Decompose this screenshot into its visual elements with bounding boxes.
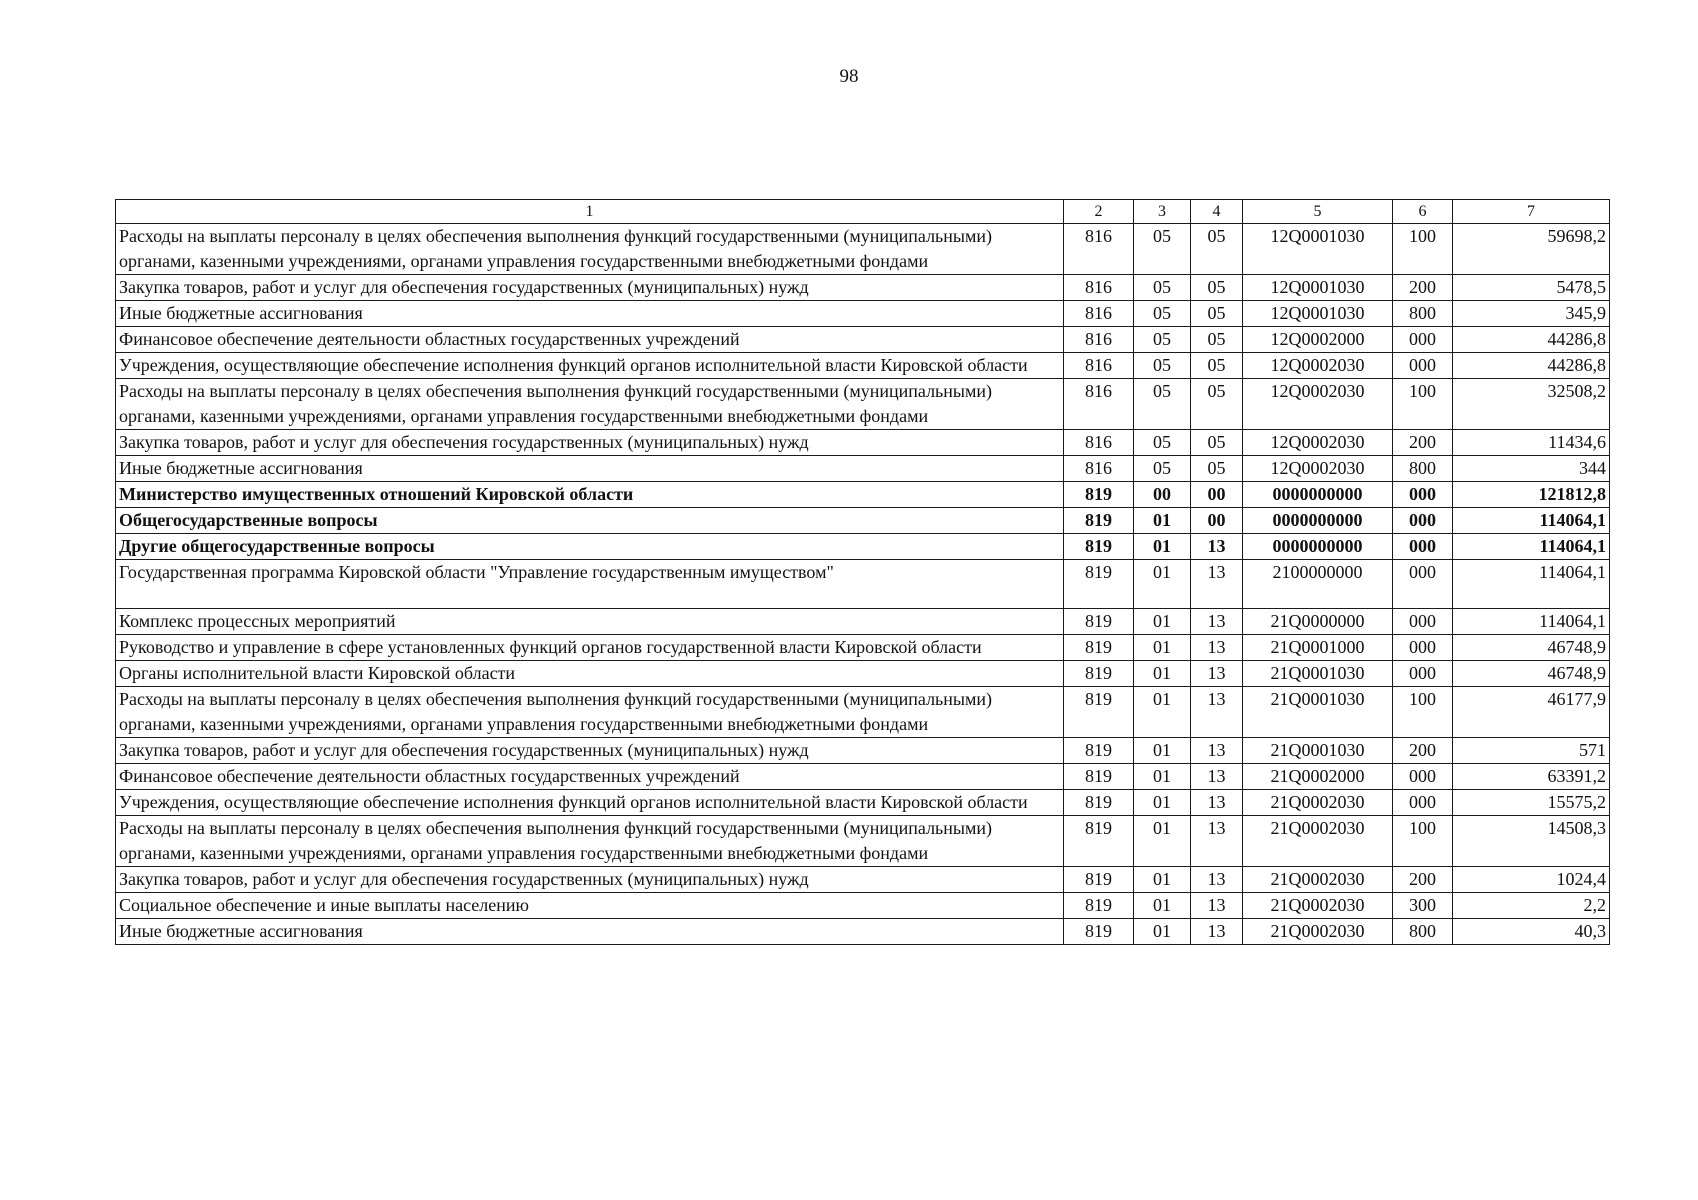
cell-name: Общегосударственные вопросы xyxy=(116,508,1064,534)
cell-target-article: 21Q0000000 xyxy=(1243,609,1393,635)
cell-section: 05 xyxy=(1134,353,1191,379)
cell-name: Министерство имущественных отношений Кировской области xyxy=(116,482,1064,508)
cell-section: 05 xyxy=(1134,456,1191,482)
cell-expense-type: 000 xyxy=(1393,534,1453,560)
cell-target-article: 21Q0002030 xyxy=(1243,816,1393,867)
cell-ministry-code: 819 xyxy=(1064,482,1134,508)
cell-target-article: 12Q0001030 xyxy=(1243,224,1393,275)
budget-table xyxy=(115,199,1610,945)
cell-expense-type: 800 xyxy=(1393,919,1453,945)
table-row xyxy=(116,816,1610,867)
cell-section: 01 xyxy=(1134,508,1191,534)
column-header-5: 5 xyxy=(1243,200,1393,224)
cell-target-article: 21Q0002030 xyxy=(1243,790,1393,816)
cell-expense-type: 000 xyxy=(1393,560,1453,609)
cell-section: 05 xyxy=(1134,275,1191,301)
cell-ministry-code: 816 xyxy=(1064,275,1134,301)
cell-subsection: 05 xyxy=(1191,275,1243,301)
cell-name: Иные бюджетные ассигнования xyxy=(116,301,1064,327)
table-row xyxy=(116,534,1610,560)
cell-expense-type: 100 xyxy=(1393,224,1453,275)
column-header-4: 4 xyxy=(1191,200,1243,224)
table-row xyxy=(116,327,1610,353)
cell-section: 05 xyxy=(1134,224,1191,275)
cell-expense-type: 000 xyxy=(1393,482,1453,508)
cell-name: Закупка товаров, работ и услуг для обеспечения государственных (муниципальных) нужд xyxy=(116,738,1064,764)
cell-amount: 46177,9 xyxy=(1453,687,1610,738)
column-header-7: 7 xyxy=(1453,200,1610,224)
cell-name: Комплекс процессных мероприятий xyxy=(116,609,1064,635)
table-row xyxy=(116,508,1610,534)
cell-ministry-code: 819 xyxy=(1064,893,1134,919)
cell-section: 05 xyxy=(1134,430,1191,456)
cell-subsection: 13 xyxy=(1191,661,1243,687)
cell-amount: 114064,1 xyxy=(1453,560,1610,609)
cell-ministry-code: 819 xyxy=(1064,919,1134,945)
cell-target-article: 21Q0002030 xyxy=(1243,919,1393,945)
cell-subsection: 13 xyxy=(1191,534,1243,560)
cell-section: 01 xyxy=(1134,790,1191,816)
cell-name: Расходы на выплаты персоналу в целях обеспечения выполнения функций государственными (муниципальными) органами, казенными учреждениями, органами управления государственными внебюджетными фондами xyxy=(116,816,1064,867)
cell-section: 01 xyxy=(1134,661,1191,687)
cell-amount: 345,9 xyxy=(1453,301,1610,327)
cell-name: Расходы на выплаты персоналу в целях обеспечения выполнения функций государственными (муниципальными) органами, казенными учреждениями, органами управления государственными внебюджетными фондами xyxy=(116,379,1064,430)
cell-subsection: 13 xyxy=(1191,560,1243,609)
cell-ministry-code: 819 xyxy=(1064,764,1134,790)
cell-expense-type: 000 xyxy=(1393,635,1453,661)
cell-amount: 40,3 xyxy=(1453,919,1610,945)
cell-subsection: 13 xyxy=(1191,635,1243,661)
cell-target-article: 0000000000 xyxy=(1243,508,1393,534)
cell-ministry-code: 819 xyxy=(1064,867,1134,893)
cell-name: Государственная программа Кировской области "Управление государственным имуществом" xyxy=(116,560,1064,609)
cell-name: Закупка товаров, работ и услуг для обеспечения государственных (муниципальных) нужд xyxy=(116,430,1064,456)
cell-target-article: 0000000000 xyxy=(1243,482,1393,508)
cell-expense-type: 000 xyxy=(1393,661,1453,687)
table-row xyxy=(116,738,1610,764)
cell-name: Финансовое обеспечение деятельности областных государственных учреждений xyxy=(116,327,1064,353)
table-row xyxy=(116,867,1610,893)
cell-ministry-code: 819 xyxy=(1064,635,1134,661)
cell-amount: 44286,8 xyxy=(1453,327,1610,353)
cell-name: Учреждения, осуществляющие обеспечение исполнения функций органов исполнительной власти Кировской области xyxy=(116,790,1064,816)
cell-expense-type: 200 xyxy=(1393,430,1453,456)
cell-target-article: 21Q0002030 xyxy=(1243,893,1393,919)
table-row xyxy=(116,379,1610,430)
cell-ministry-code: 819 xyxy=(1064,816,1134,867)
cell-name: Другие общегосударственные вопросы xyxy=(116,534,1064,560)
cell-ministry-code: 819 xyxy=(1064,661,1134,687)
cell-expense-type: 100 xyxy=(1393,816,1453,867)
cell-section: 05 xyxy=(1134,379,1191,430)
cell-name: Иные бюджетные ассигнования xyxy=(116,919,1064,945)
cell-section: 01 xyxy=(1134,893,1191,919)
table-row xyxy=(116,661,1610,687)
cell-expense-type: 100 xyxy=(1393,687,1453,738)
cell-amount: 344 xyxy=(1453,456,1610,482)
cell-target-article: 12Q0002030 xyxy=(1243,456,1393,482)
cell-target-article: 12Q0002000 xyxy=(1243,327,1393,353)
cell-section: 01 xyxy=(1134,816,1191,867)
table-row xyxy=(116,560,1610,609)
cell-name: Расходы на выплаты персоналу в целях обеспечения выполнения функций государственными (муниципальными) органами, казенными учреждениями, органами управления государственными внебюджетными фондами xyxy=(116,224,1064,275)
cell-expense-type: 000 xyxy=(1393,327,1453,353)
cell-name: Расходы на выплаты персоналу в целях обеспечения выполнения функций государственными (муниципальными) органами, казенными учреждениями, органами управления государственными внебюджетными фондами xyxy=(116,687,1064,738)
cell-ministry-code: 816 xyxy=(1064,379,1134,430)
cell-section: 01 xyxy=(1134,609,1191,635)
cell-section: 01 xyxy=(1134,738,1191,764)
cell-section: 01 xyxy=(1134,687,1191,738)
cell-subsection: 13 xyxy=(1191,790,1243,816)
cell-expense-type: 200 xyxy=(1393,867,1453,893)
cell-name: Социальное обеспечение и иные выплаты населению xyxy=(116,893,1064,919)
table-row xyxy=(116,275,1610,301)
cell-subsection: 13 xyxy=(1191,609,1243,635)
cell-amount: 1024,4 xyxy=(1453,867,1610,893)
cell-target-article: 21Q0001030 xyxy=(1243,661,1393,687)
cell-name: Учреждения, осуществляющие обеспечение исполнения функций органов исполнительной власти Кировской области xyxy=(116,353,1064,379)
cell-amount: 46748,9 xyxy=(1453,661,1610,687)
cell-subsection: 13 xyxy=(1191,867,1243,893)
cell-subsection: 05 xyxy=(1191,327,1243,353)
page-number: 98 xyxy=(839,66,859,87)
cell-section: 01 xyxy=(1134,764,1191,790)
cell-section: 00 xyxy=(1134,482,1191,508)
cell-expense-type: 800 xyxy=(1393,456,1453,482)
cell-expense-type: 000 xyxy=(1393,764,1453,790)
cell-amount: 571 xyxy=(1453,738,1610,764)
column-header-1: 1 xyxy=(116,200,1064,224)
table-row xyxy=(116,353,1610,379)
cell-expense-type: 300 xyxy=(1393,893,1453,919)
cell-ministry-code: 816 xyxy=(1064,456,1134,482)
cell-subsection: 13 xyxy=(1191,816,1243,867)
cell-subsection: 00 xyxy=(1191,482,1243,508)
cell-section: 05 xyxy=(1134,301,1191,327)
cell-ministry-code: 819 xyxy=(1064,560,1134,609)
cell-target-article: 21Q0002030 xyxy=(1243,867,1393,893)
cell-expense-type: 200 xyxy=(1393,275,1453,301)
cell-section: 01 xyxy=(1134,919,1191,945)
table-row xyxy=(116,764,1610,790)
cell-amount: 44286,8 xyxy=(1453,353,1610,379)
cell-subsection: 13 xyxy=(1191,738,1243,764)
table-row xyxy=(116,635,1610,661)
cell-amount: 5478,5 xyxy=(1453,275,1610,301)
cell-ministry-code: 819 xyxy=(1064,687,1134,738)
cell-name: Закупка товаров, работ и услуг для обеспечения государственных (муниципальных) нужд xyxy=(116,275,1064,301)
cell-ministry-code: 816 xyxy=(1064,430,1134,456)
cell-amount: 59698,2 xyxy=(1453,224,1610,275)
cell-subsection: 05 xyxy=(1191,224,1243,275)
table-row xyxy=(116,893,1610,919)
cell-target-article: 12Q0001030 xyxy=(1243,301,1393,327)
cell-target-article: 21Q0002000 xyxy=(1243,764,1393,790)
table-row xyxy=(116,224,1610,275)
table-row xyxy=(116,687,1610,738)
cell-target-article: 0000000000 xyxy=(1243,534,1393,560)
cell-amount: 15575,2 xyxy=(1453,790,1610,816)
cell-subsection: 05 xyxy=(1191,301,1243,327)
table-row xyxy=(116,609,1610,635)
cell-target-article: 2100000000 xyxy=(1243,560,1393,609)
cell-name: Иные бюджетные ассигнования xyxy=(116,456,1064,482)
cell-target-article: 12Q0002030 xyxy=(1243,353,1393,379)
cell-amount: 14508,3 xyxy=(1453,816,1610,867)
cell-target-article: 21Q0001030 xyxy=(1243,738,1393,764)
cell-section: 05 xyxy=(1134,327,1191,353)
cell-section: 01 xyxy=(1134,560,1191,609)
column-header-6: 6 xyxy=(1393,200,1453,224)
column-header-3: 3 xyxy=(1134,200,1191,224)
cell-ministry-code: 819 xyxy=(1064,508,1134,534)
table-row xyxy=(116,919,1610,945)
cell-expense-type: 200 xyxy=(1393,738,1453,764)
cell-ministry-code: 819 xyxy=(1064,738,1134,764)
cell-name: Руководство и управление в сфере установленных функций органов государственной власти Кировской области xyxy=(116,635,1064,661)
cell-target-article: 21Q0001030 xyxy=(1243,687,1393,738)
cell-amount: 46748,9 xyxy=(1453,635,1610,661)
cell-amount: 114064,1 xyxy=(1453,534,1610,560)
cell-expense-type: 800 xyxy=(1393,301,1453,327)
cell-expense-type: 000 xyxy=(1393,353,1453,379)
cell-subsection: 00 xyxy=(1191,508,1243,534)
cell-ministry-code: 816 xyxy=(1064,353,1134,379)
cell-amount: 11434,6 xyxy=(1453,430,1610,456)
cell-expense-type: 100 xyxy=(1393,379,1453,430)
table-header-row xyxy=(116,200,1610,224)
cell-expense-type: 000 xyxy=(1393,508,1453,534)
table-row xyxy=(116,456,1610,482)
cell-expense-type: 000 xyxy=(1393,790,1453,816)
table-row xyxy=(116,430,1610,456)
cell-ministry-code: 819 xyxy=(1064,790,1134,816)
table-row xyxy=(116,790,1610,816)
cell-name: Закупка товаров, работ и услуг для обеспечения государственных (муниципальных) нужд xyxy=(116,867,1064,893)
cell-subsection: 05 xyxy=(1191,353,1243,379)
cell-ministry-code: 819 xyxy=(1064,534,1134,560)
column-header-2: 2 xyxy=(1064,200,1134,224)
cell-target-article: 21Q0001000 xyxy=(1243,635,1393,661)
cell-target-article: 12Q0002030 xyxy=(1243,430,1393,456)
cell-section: 01 xyxy=(1134,635,1191,661)
cell-ministry-code: 816 xyxy=(1064,224,1134,275)
cell-amount: 63391,2 xyxy=(1453,764,1610,790)
cell-amount: 114064,1 xyxy=(1453,609,1610,635)
table-row xyxy=(116,482,1610,508)
cell-target-article: 12Q0001030 xyxy=(1243,275,1393,301)
cell-section: 01 xyxy=(1134,867,1191,893)
cell-subsection: 13 xyxy=(1191,893,1243,919)
cell-ministry-code: 816 xyxy=(1064,327,1134,353)
cell-amount: 114064,1 xyxy=(1453,508,1610,534)
cell-subsection: 13 xyxy=(1191,919,1243,945)
cell-name: Органы исполнительной власти Кировской области xyxy=(116,661,1064,687)
cell-amount: 121812,8 xyxy=(1453,482,1610,508)
cell-expense-type: 000 xyxy=(1393,609,1453,635)
cell-ministry-code: 819 xyxy=(1064,609,1134,635)
cell-amount: 2,2 xyxy=(1453,893,1610,919)
cell-subsection: 13 xyxy=(1191,764,1243,790)
cell-name: Финансовое обеспечение деятельности областных государственных учреждений xyxy=(116,764,1064,790)
cell-subsection: 05 xyxy=(1191,456,1243,482)
cell-target-article: 12Q0002030 xyxy=(1243,379,1393,430)
cell-ministry-code: 816 xyxy=(1064,301,1134,327)
cell-section: 01 xyxy=(1134,534,1191,560)
cell-amount: 32508,2 xyxy=(1453,379,1610,430)
cell-subsection: 13 xyxy=(1191,687,1243,738)
cell-subsection: 05 xyxy=(1191,379,1243,430)
table-row xyxy=(116,301,1610,327)
cell-subsection: 05 xyxy=(1191,430,1243,456)
